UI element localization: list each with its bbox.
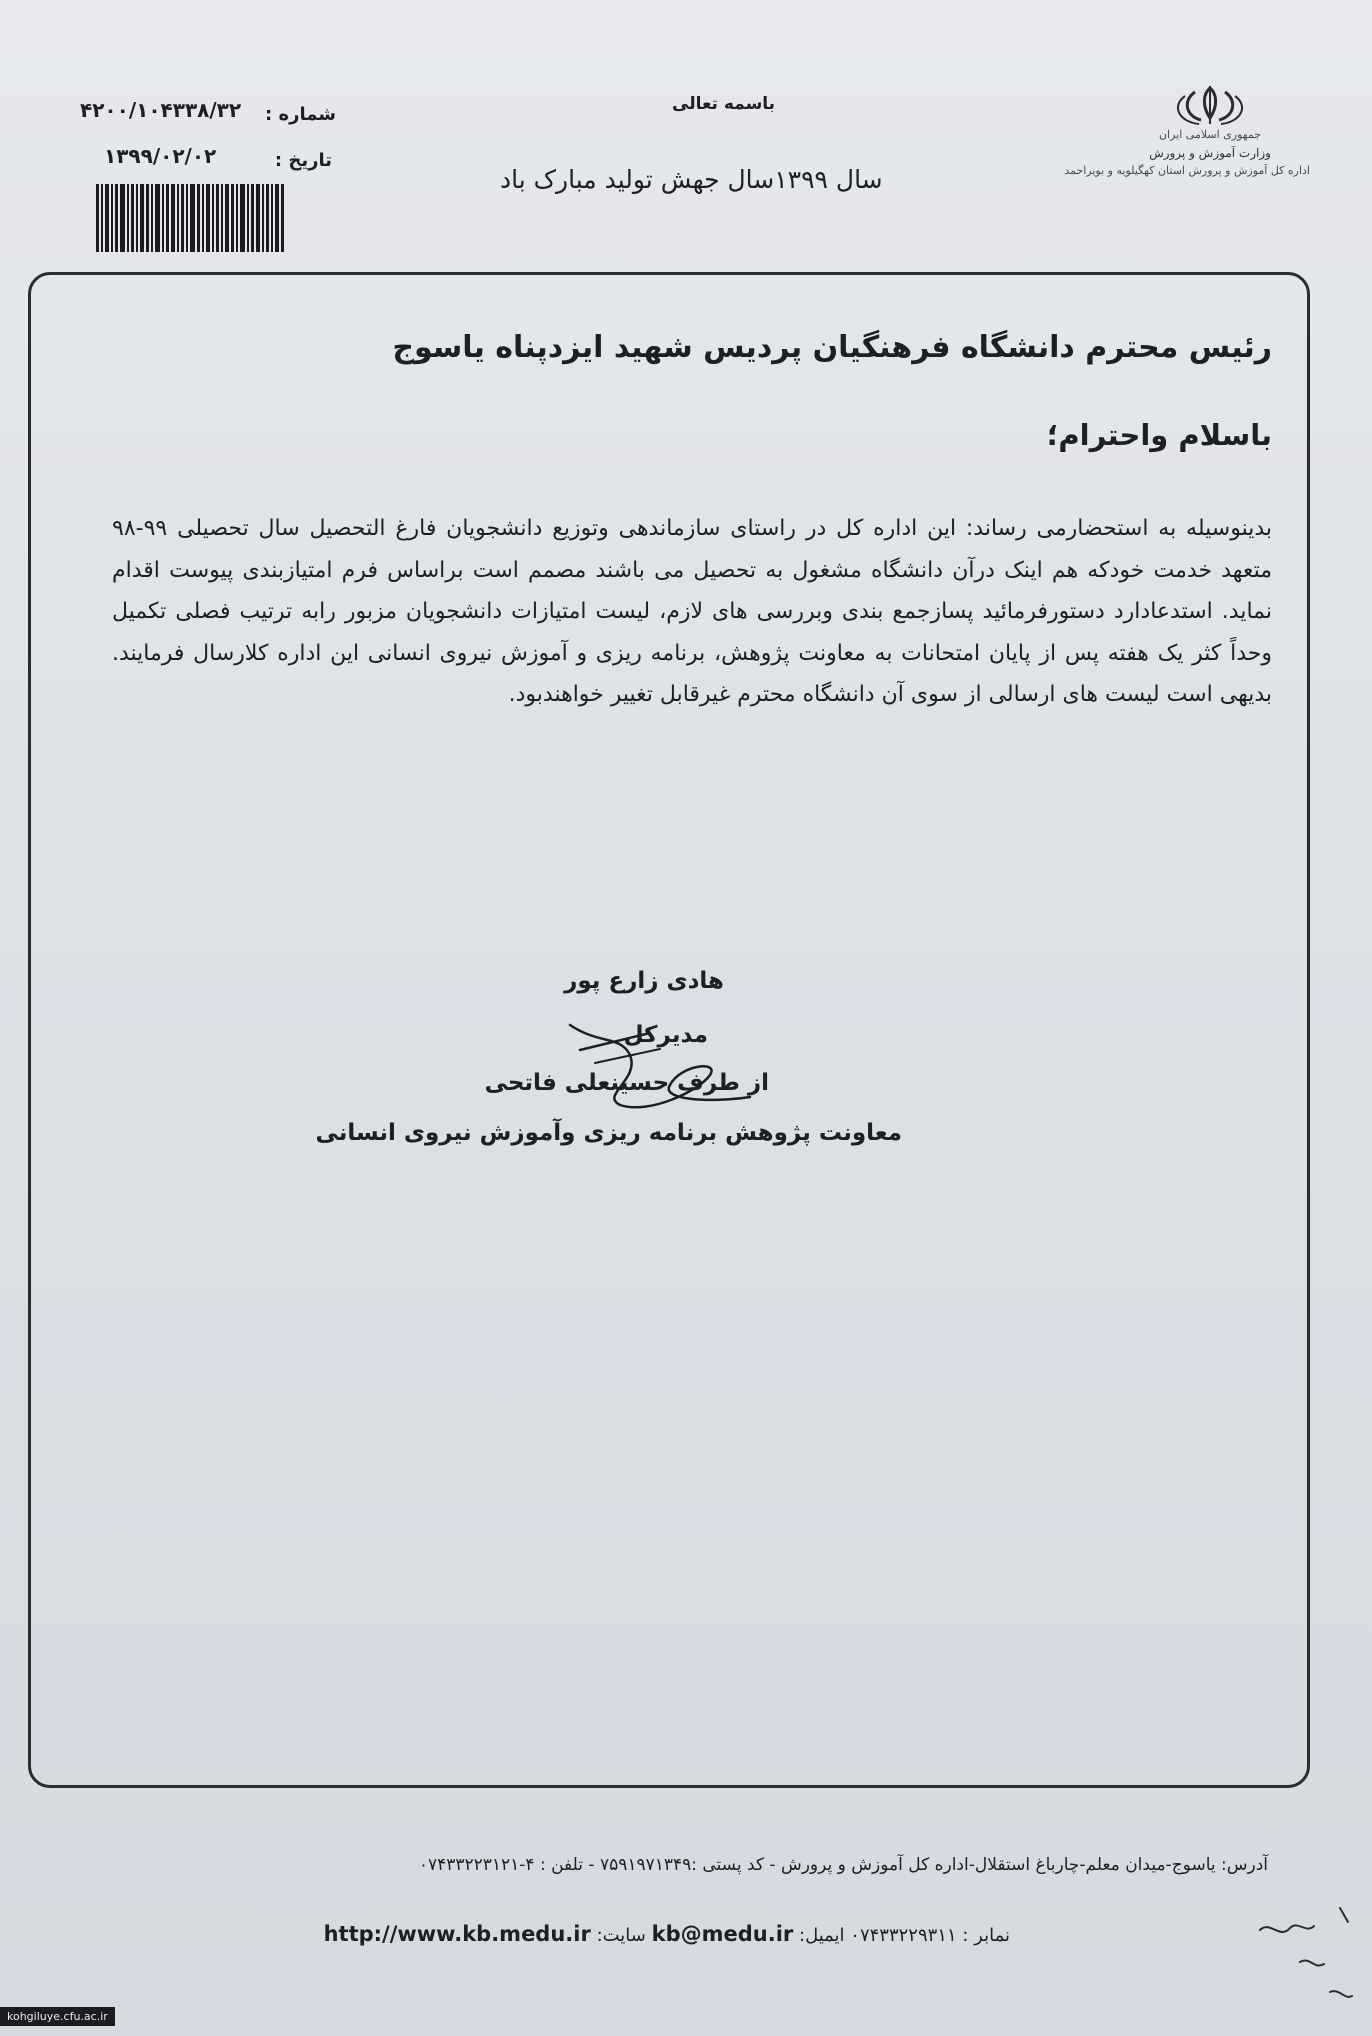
signatory-name: هادی زارع پور — [564, 968, 724, 994]
emblem-directorate: اداره کل آموزش و پرورش استان کهگیلویه و بویراحمد — [1064, 164, 1310, 177]
recipient: رئیس محترم دانشگاه فرهنگیان پردیس شهید ایزدپناه یاسوج — [392, 330, 1272, 365]
letter-body: بدینوسیله به استحضارمی رساند: این اداره کل در راستای سازماندهی وتوزیع دانشجویان فارغ التحصیل سال تحصیلی ۹۹-۹۸ متعهد خدمت خودکه هم اینک درآن دانشگاه مشغول به تحصیل می باشند مصمم است براساس فرم امتیازبندی پیوست اقدام نماید. استدعادارد دستورفرمائید پسازجمع بندی وبررسی های لازم، لیست امتیازات دانشجویان مزبور رابه ترتیب فصلی تکمیل وحداً کثر یک هفته پس از پایان امتحانات به معاونت پژوهش، برنامه ریزی و آموزش نیروی انسانی این اداره کلارسال فرمایند. بدیهی است لیست های ارسالی از سوی آن دانشگاه محترم غیرقابل تغییر خواهندبود. — [112, 516, 1272, 707]
greeting: باسلام واحترام؛ — [1046, 418, 1272, 452]
footer-email-label: ایمیل: — [799, 1925, 845, 1946]
letter-date: ۱۳۹۹/۰۲/۰۲ — [104, 144, 217, 168]
ministry-emblem — [1064, 84, 1310, 180]
site-watermark: kohgiluye.cfu.ac.ir — [0, 2007, 115, 2026]
handwritten-note — [1240, 1900, 1360, 2030]
signatory-department: معاونت پژوهش برنامه ریزی وآموزش نیروی انسانی — [315, 1120, 902, 1146]
emblem-country: جمهوری اسلامی ایران — [1158, 128, 1262, 141]
signatory-title: مدیرکل — [623, 1022, 708, 1048]
emblem-ministry: وزارت آموزش و پرورش — [1149, 146, 1271, 160]
footer-email[interactable]: kb@medu.ir — [651, 1922, 794, 1946]
footer-site-label: سایت: — [596, 1925, 646, 1946]
footer-contact — [324, 1922, 1010, 1946]
year-slogan: سال ۱۳۹۹سال جهش تولید مبارک باد — [500, 165, 883, 194]
basmala: باسمه تعالی — [672, 94, 776, 114]
number-label: شماره : — [265, 104, 336, 125]
footer-fax: نمابر : ۰۷۴۳۳۲۲۹۳۱۱ — [850, 1925, 1010, 1946]
barcode — [96, 184, 294, 252]
footer-address: آدرس: یاسوج-میدان معلم-چارباغ استقلال-اداره کل آموزش و پرورش - کد پستی :۷۵۹۱۹۷۱۳۴۹ - تلفن : ۴-۰۷۴۳۳۲۲۳۱۲۱ — [418, 1855, 1268, 1875]
iran-emblem-icon — [1165, 84, 1255, 126]
footer-site[interactable]: http://www.kb.medu.ir — [323, 1922, 591, 1946]
on-behalf-of: از طرف حسینعلی فاتحی — [484, 1070, 769, 1096]
letter-number: ۴۲۰۰/۱۰۴۳۳۸/۳۲ — [80, 98, 242, 122]
date-label: تاریخ : — [274, 150, 332, 171]
